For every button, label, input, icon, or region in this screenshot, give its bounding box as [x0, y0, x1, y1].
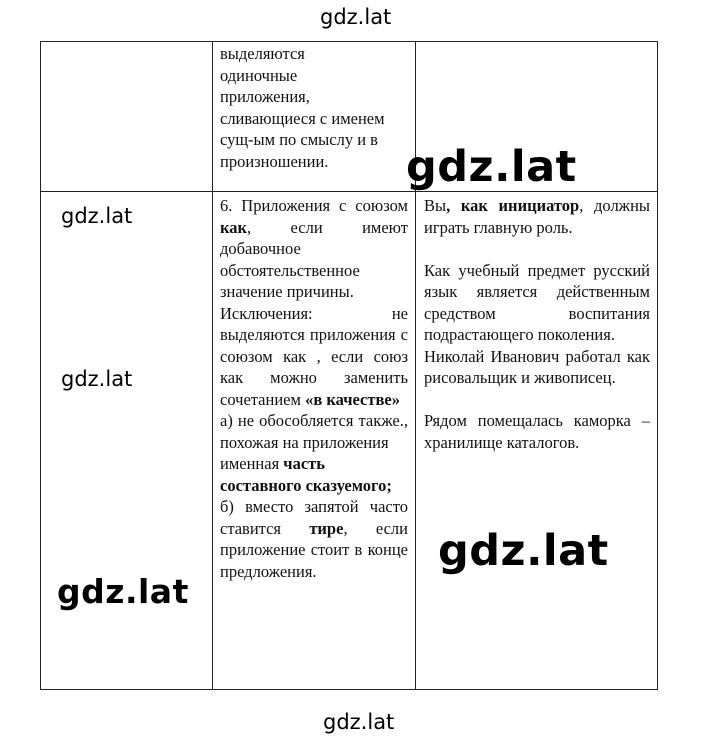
watermark-top: gdz.lat [320, 5, 392, 29]
table-border-right [657, 41, 658, 690]
rules-table [40, 41, 658, 690]
example-gap [424, 389, 650, 411]
watermark-left-2: gdz.lat [61, 367, 133, 391]
rule-paragraph-2: Исключения: не выделяются приложения с союзом как , если союз как можно заменить сочетанием «в качестве» [220, 303, 408, 409]
row2-examples-cell [424, 195, 650, 453]
example-1: Вы, как инициатор, должны играть главную роль. [424, 196, 650, 237]
row2-rule-cell [220, 195, 408, 582]
rule-paragraph-4: именная часть составного сказуемого; [220, 454, 392, 495]
table-border-col1 [212, 41, 213, 690]
example-2: Как учебный предмет русский язык является действенным средством воспитания подрастающего поколения. [424, 260, 650, 344]
watermark-left-1: gdz.lat [61, 204, 133, 228]
watermark-row1-right: gdz.lat [406, 142, 577, 192]
table-border-bottom [40, 689, 658, 690]
rule-paragraph-1: 6. Приложения с союзом как, если имеют добавочное обстоятельственное значение причины. [220, 196, 408, 301]
rule-paragraph-5: б) вместо запятой часто ставится тире, если приложение стоит в конце предложения. [220, 497, 408, 581]
row1-line: произношении. [220, 151, 329, 171]
rule-paragraph-3: а) не обособляется также., похожая на приложения [220, 411, 408, 452]
row1-line: одиночные [220, 65, 298, 85]
watermark-left-3: gdz.lat [57, 572, 189, 611]
row1-line: сущ-ым по смыслу и в [220, 130, 378, 149]
example-3: Николай Иванович работал как рисовальщик и живописец. [424, 346, 650, 387]
watermark-bottom: gdz.lat [323, 710, 395, 734]
row1-line: сливающиеся с именем [220, 108, 385, 128]
table-border-col2 [415, 41, 416, 690]
example-4: Рядом помещалась каморка –хранилище каталогов. [424, 411, 650, 452]
example-gap [424, 238, 650, 260]
table-border-left [40, 41, 41, 690]
row1-line: приложения, [220, 87, 310, 106]
row1-rule-cell [220, 43, 410, 172]
table-border-top [40, 41, 658, 42]
row1-line: выделяются [220, 44, 305, 63]
watermark-right-big: gdz.lat [438, 526, 609, 576]
